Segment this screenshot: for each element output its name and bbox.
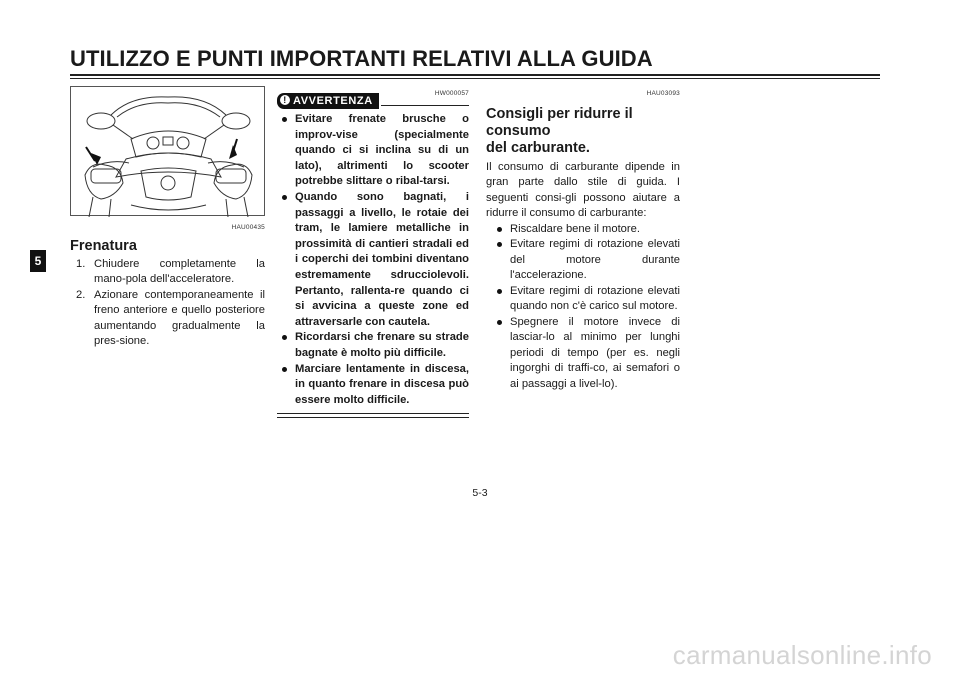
bullet-icon <box>497 289 502 294</box>
list-item: Quando sono bagnati, i passaggi a livello, le rotaie dei tram, le lamiere metalliche in prossimità di cantieri stradali ed i coperchi dei tombini diventano estremamente sdrucciolevoli. Pertanto, rallenta-re quando ci si avvicina a queste zone ed attraversarle con cautela. <box>277 190 469 330</box>
list-item: 1. Chiudere completamente la mano-pola dell'acceleratore. <box>76 257 265 285</box>
list-item: Evitare regimi di rotazione elevati quando non c'è carico sul motore. <box>492 284 680 315</box>
list-item: Marciare lentamente in discesa, in quanto frenare in discesa può essere molto difficile. <box>277 362 469 409</box>
fuel-intro: Il consumo di carburante dipende in gran parte dallo stile di guida. I seguenti consi-gli possono aiutare a ridurre il consumo di carburante: <box>486 160 680 219</box>
title-rule <box>70 74 880 76</box>
warning-list <box>277 112 469 408</box>
bullet-icon <box>497 227 502 232</box>
bullet-icon <box>497 320 502 325</box>
warning-header <box>277 86 469 106</box>
bullet-icon <box>282 367 287 372</box>
list-item: Spegnere il motore invece di lasciar-lo al minimo per lunghi periodi di tempo (per es. negli ingorghi di traffi-co, ai semafori o ai passaggi a livel-lo). <box>492 315 680 393</box>
section-heading-braking: Frenatura <box>70 237 137 254</box>
chapter-tab: 5 <box>30 250 46 272</box>
warning-code: HW000057 <box>434 90 469 97</box>
list-item: Evitare regimi di rotazione elevati del motore durante l'accelerazione. <box>492 237 680 284</box>
list-item: Riscaldare bene il motore. <box>492 222 680 238</box>
section-heading-fuel: Consigli per ridurre il consumo del carburante. <box>486 105 633 156</box>
braking-steps <box>70 257 265 350</box>
warning-rule <box>381 105 469 106</box>
exclamation-icon: ! <box>280 95 290 105</box>
page-title: UTILIZZO E PUNTI IMPORTANTI RELATIVI ALLA GUIDA <box>70 46 653 71</box>
section-code: HAU03093 <box>646 90 680 97</box>
bullet-icon <box>497 242 502 247</box>
bullet-icon <box>282 335 287 340</box>
page-number: 5-3 <box>472 487 488 499</box>
figure-code: HAU00435 <box>231 224 265 231</box>
handlebar-illustration <box>70 86 265 216</box>
list-item: Evitare frenate brusche o improv-vise (specialmente quando ci si inclina su di un lato), altrimenti lo scooter potrebbe slittare o ribal-tarsi. <box>277 112 469 190</box>
warning-badge: ! AVVERTENZA <box>277 93 379 109</box>
list-item: 2. Azionare contemporaneamente il freno anteriore e quello posteriore aumentando gradualmente la pres-sione. <box>76 288 265 347</box>
braking-column <box>70 86 265 350</box>
fuel-tips-column <box>486 86 680 392</box>
fuel-tips-list <box>486 222 680 393</box>
list-item: Ricordarsi che frenare su strade bagnate è molto più difficile. <box>277 330 469 361</box>
watermark: carmanualsonline.info <box>672 640 932 670</box>
bullet-icon <box>282 195 287 200</box>
bullet-icon <box>282 117 287 122</box>
title-rule-thin <box>70 78 880 79</box>
warning-end-rule-2 <box>277 417 469 418</box>
handlebar-drawing <box>71 87 266 217</box>
warning-end-rule <box>277 413 469 414</box>
warning-column <box>277 86 469 418</box>
